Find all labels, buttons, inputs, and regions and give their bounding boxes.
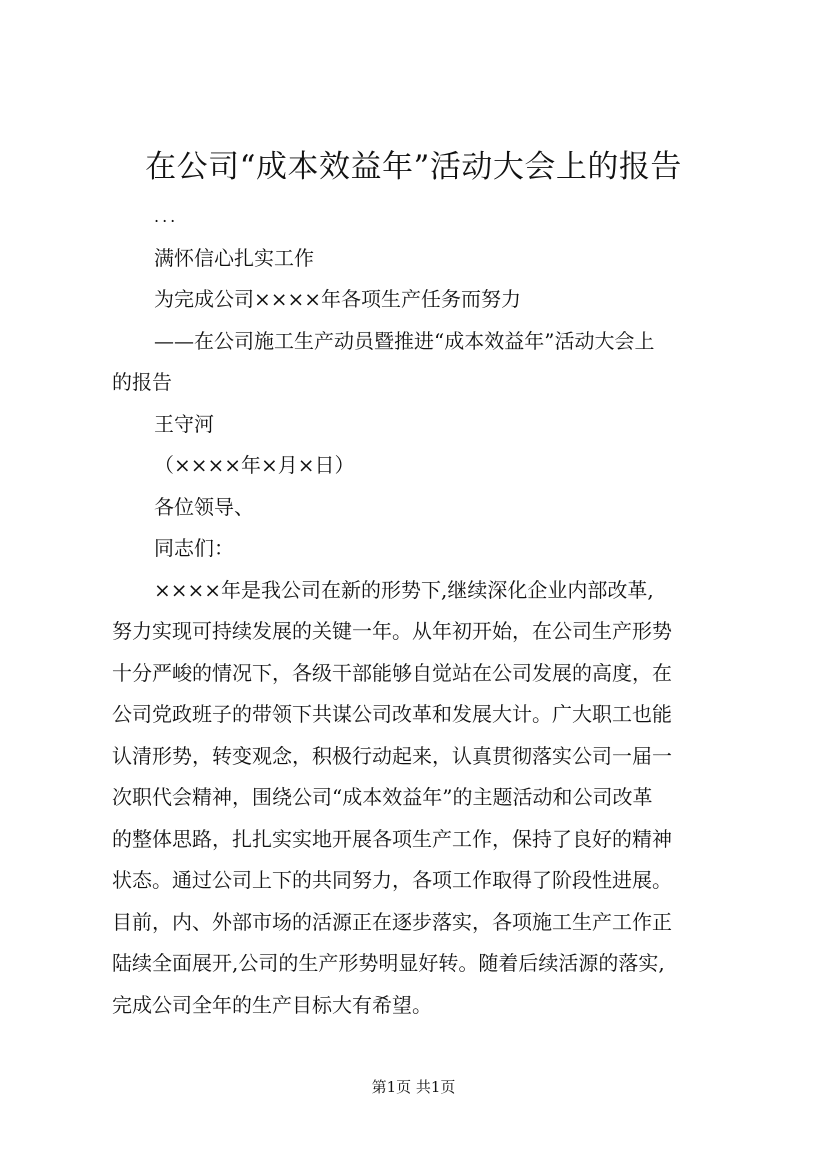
ellipsis-text: ... [154, 207, 179, 226]
greeting-line-2: 同志们： [154, 536, 234, 560]
paragraph-line: 状态。通过公司上下的共同努力，各项工作取得了阶段性进展。 [112, 868, 672, 892]
paragraph-line: 完成公司全年的生产目标大有希望。 [112, 992, 432, 1017]
subtitle-line-2: 的报告 [112, 370, 172, 394]
page-number-footer: 第1页 共1页 [371, 1078, 456, 1096]
paragraph-line: 公司党政班子的带领下共谋公司改革和发展大计。广大职工也能 [112, 702, 672, 726]
paragraph-line: ××××年是我公司在新的形势下,继续深化企业内部改革, [154, 577, 654, 602]
document-body [112, 196, 732, 1026]
paragraph-line: 陆续全面展开,公司的生产形势明显好转。随着后续活源的落实, [112, 951, 665, 975]
paragraph-line: 次职代会精神，围绕公司“成本效益年”的主题活动和公司改革 [112, 785, 653, 809]
greeting-line-1: 各位领导、 [154, 494, 254, 519]
heading-line-1: 满怀信心扎实工作 [154, 245, 314, 270]
paragraph-line: 努力实现可持续发展的关键一年。从年初开始，在公司生产形势 [112, 619, 672, 643]
author-name: 王守河 [154, 411, 214, 436]
document-title: 在公司“成本效益年”活动大会上的报告 [145, 149, 682, 185]
paragraph-line: 十分严峻的情况下，各级干部能够自觉站在公司发展的高度，在 [112, 660, 672, 685]
paragraph-line: 的整体思路，扎扎实实地开展各项生产工作，保持了良好的精神 [112, 826, 672, 851]
body-paragraph [112, 570, 732, 1027]
report-date: （××××年×月×日） [154, 453, 355, 477]
paragraph-line: 目前，内、外部市场的活源正在逐步落实，各项施工生产工作正 [112, 909, 672, 934]
heading-line-2: 为完成公司××××年各项生产任务而努力 [154, 287, 522, 311]
subtitle-line-1: ——在公司施工生产动员暨推进“成本效益年”活动大会上 [154, 328, 655, 353]
paragraph-line: 认清形势，转变观念，积极行动起来，认真贯彻落实公司一届一 [112, 743, 672, 768]
